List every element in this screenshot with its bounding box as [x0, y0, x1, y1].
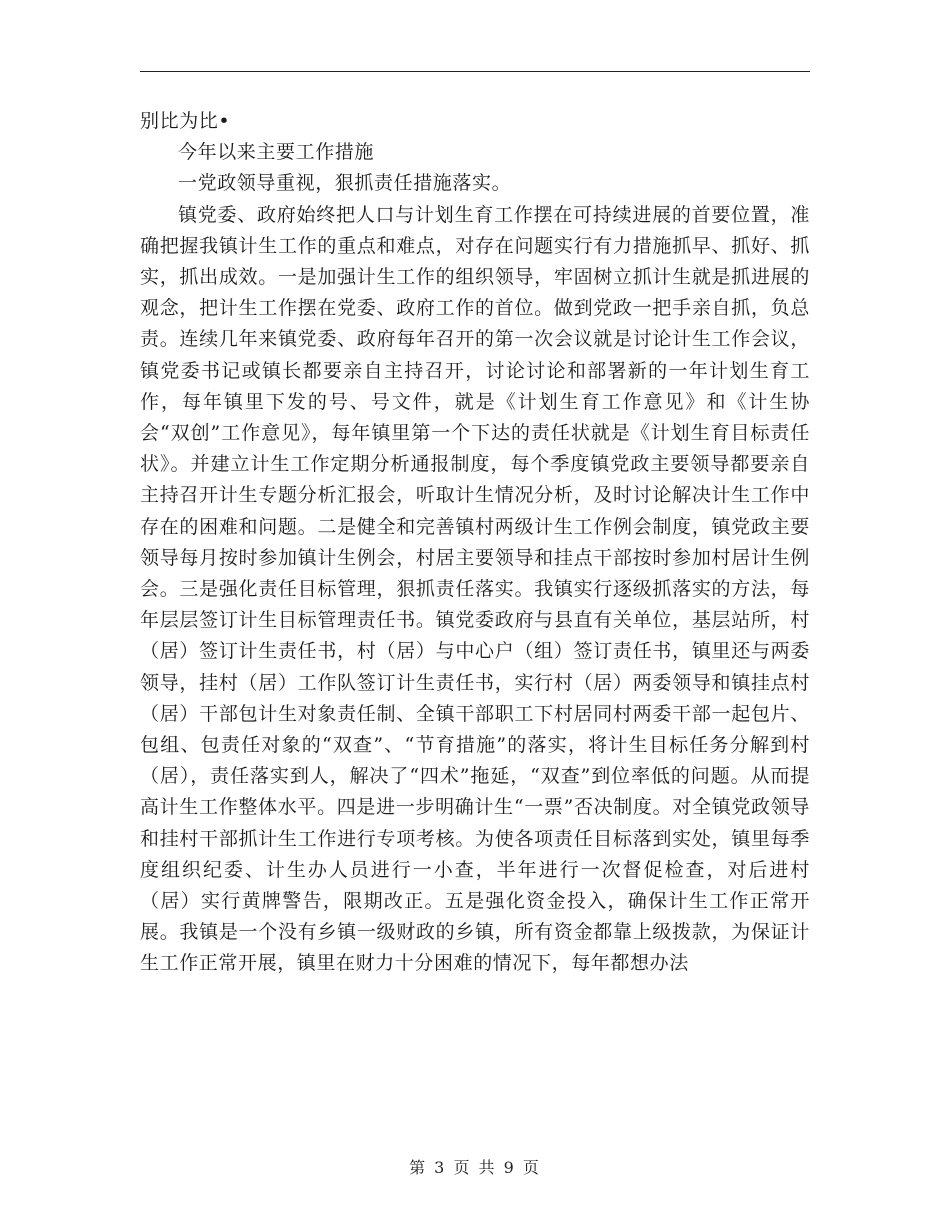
sub-heading: 一党政领导重视，狠抓责任措施落实。	[178, 172, 512, 195]
paragraph: 别比为比•	[140, 110, 231, 132]
paragraph: 镇党委、政府始终把人口与计划生育工作摆在可持续进展的首要位置，准确把握我镇计生工作的重点和难点，对存在问题实行有力措施抓早、抓好、抓实，抓出成效。一是加强计生工作的组织领导，牢固树立抓计生就是抓进展的观念，把计生工作摆在党委、政府工作的首位。做到党政一把手亲自抓，负总责。连续几年来镇党委、政府每年召开的第一次会议就是讨论计生工作会议，镇党委书记或镇长都要亲自主持召开，讨论讨论和部署新的一年计划生育工作，每年镇里下发的号、号文件，就是《计划生育工作意见》和《计生协会“双创”工作意见》，每年镇里第一个下达的责任状就是《计划生育目标责任状》。并建立计生工作定期分析通报制度，每个季度镇党政主要领导都要亲自主持召开计生专题分析汇报会，听取计生情况分析，及时讨论解决计生工作中存在的困难和问题。二是健全和完善镇村两级计生工作例会制度，镇党政主要领导每月按时参加镇计生例会，村居主要领导和挂点干部按时参加村居计生例会。三是强化责任目标管理，狠抓责任落实。我镇实行逐级抓落实的方法，每年层层签订计生目标管理责任书。镇党委政府与县直有关单位，基层站所，村（居）签订计生责任书，村（居）与中心户（组）签订责任书，镇里还与两委领导，挂村（居）工作队签订计生责任书，实行村（居）两委领导和镇挂点村（居）干部包计生对象责任制、全镇干部职工下村居同村两委干部一起包片、包组、包责任对象的“双查”、“节育措施”的落实，将计生目标任务分解到村（居），责任落实到人，解决了“四术”拖延，“双查”到位率低的问题。从而提高计生工作整体水平。四是进一步明确计生“一票”否决制度。对全镇党政领导和挂村干部抓计生工作进行专项考核。为使各项责任目标落到实处，镇里每季度组织纪委、计生办人员进行一小查，半年进行一次督促检查，对后进村（居）实行黄牌警告，限期改正。五是强化资金投入，确保计生工作正常开展。我镇是一个没有乡镇一级财政的乡镇，所有资金都靠上级拨款，为保证计生工作正常开展，镇里在财力十分困难的情况下，每年都想办法	[140, 203, 810, 975]
page-number: 第 3 页 共 9 页	[409, 1158, 541, 1177]
header-rule	[140, 71, 810, 72]
document-body	[140, 106, 810, 980]
section-heading: 今年以来主要工作措施	[178, 141, 375, 164]
